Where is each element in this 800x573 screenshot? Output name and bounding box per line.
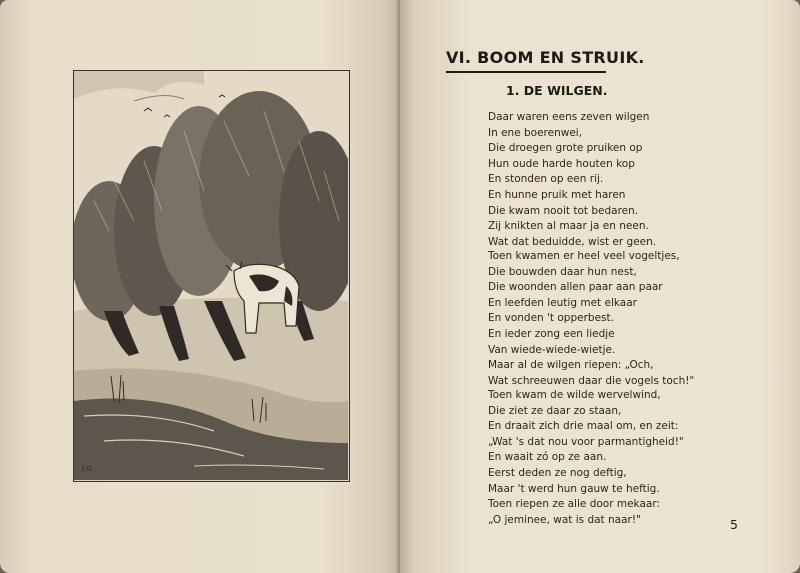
poem-line: Zij knikten al maar ja en neen. [488,220,649,233]
poem-line: „O jeminee, wat is dat naar!" [488,513,641,526]
poem-line: Van wiede-wiede-wietje. [488,343,616,356]
stanza-3 [488,388,748,528]
chapter-title: VI. BOOM EN STRUIK. [446,48,645,67]
poem-line: Toen kwamen er heel veel vogeltjes, [488,250,680,262]
poem-line: Die ziet ze daar zo staan, [488,404,622,417]
poem-line: Hun oude harde houten kop [488,157,635,170]
poem-line: „Wat 's dat nou voor parmantigheid!" [488,435,684,448]
poem-line: En stonden op een rij. [488,173,604,186]
poem-line: Wat schreeuwen daar die vogels toch!" [488,374,695,387]
poem-title: 1. DE WILGEN. [506,83,608,98]
poem-line: En vonden 't opperbest. [488,312,614,325]
poem-line: En waait zó op ze aan. [488,451,607,464]
chapter-title-underline [446,71,606,73]
poem-line: Die woonden allen paar aan paar [488,281,663,294]
poem-line: Die bouwden daar hun nest, [488,265,637,278]
poem-line: Toen riepen ze alle door mekaar: [488,498,660,511]
poem-line: En draait zich drie maal om, en zeit: [488,420,679,433]
poem-line: Maar al de wilgen riepen: „Och, [488,359,654,372]
poem-line: In ene boerenwei, [488,126,583,139]
poem-line: Daar waren eens zeven wilgen [488,111,650,123]
poem-line: Wat dat beduidde, wist er geen. [488,235,657,248]
poem-line: En leefden leutig met elkaar [488,296,637,309]
poem-line: Maar 't werd hun gauw te heftig. [488,482,660,495]
poem-line: En ieder zong een liedje [488,327,615,340]
poem-line: Toen kwam de wilde wervelwind, [488,389,661,401]
illustration-signature: J.G. [82,465,94,473]
page-number: 5 [730,517,738,532]
stanza-2 [488,249,748,389]
stanza-1 [488,110,748,250]
poem-line: En hunne pruik met haren [488,188,626,201]
poem-line: Die kwam nooit tot bedaren. [488,204,639,217]
poem-line: Die droegen grote pruiken op [488,142,643,155]
illustration-drawing [74,71,348,480]
poem-line: Eerst deden ze nog deftig, [488,466,627,479]
willows-cow-illustration [73,70,350,482]
